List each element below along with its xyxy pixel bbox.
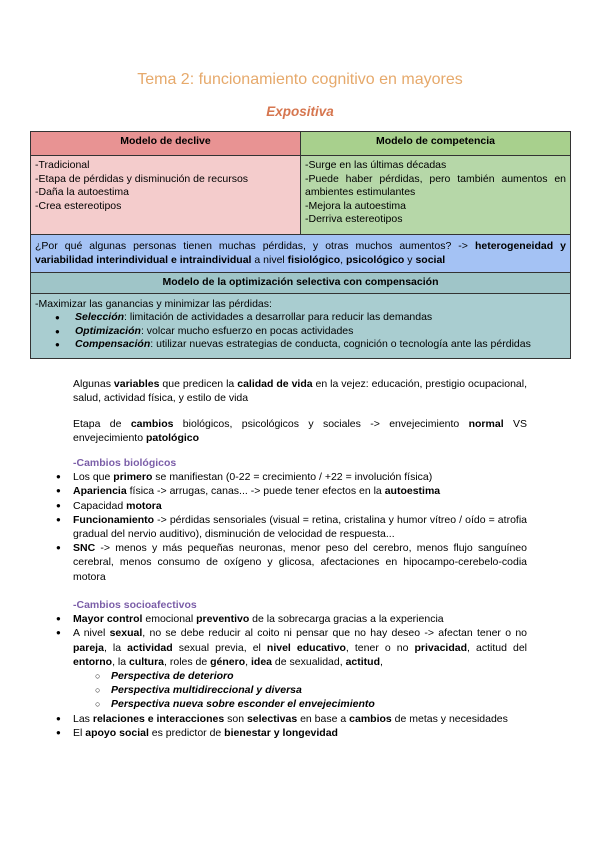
socioaffective-changes-list: [39, 612, 527, 740]
optimization-model-header: Modelo de la optimización selectiva con compensación: [31, 273, 571, 294]
list-item: ● Las relaciones e interacciones son selectivas en base a cambios de metas y necesidades: [39, 712, 527, 726]
perspective-item: ○ Perspectiva de deterioro: [39, 669, 527, 683]
models-table: [30, 131, 571, 359]
optimization-item: [35, 338, 566, 352]
list-item: ● Apariencia física -> arrugas, canas... -> puede tener efectos en la autoestima: [39, 484, 527, 498]
document-title: Tema 2: funcionamiento cognitivo en mayores: [137, 71, 463, 88]
decline-model-cell: [31, 156, 301, 235]
question-bold: psicológico: [346, 253, 405, 266]
question-text: y: [404, 253, 416, 266]
list-item: ● El apoyo social es predictor de bienestar y longevidad: [39, 726, 527, 740]
optimization-intro: -Maximizar las ganancias y minimizar las pérdidas:: [35, 297, 272, 310]
list-item: ● Capacidad motora: [39, 499, 527, 513]
decline-model-header: Modelo de declive: [31, 132, 301, 156]
list-item: ● Los que primero se manifiestan (0-22 = crecimiento / +22 = involución física): [39, 470, 527, 484]
optimization-text: : volcar mucho esfuerzo en pocas actividades: [140, 324, 354, 337]
biological-changes-heading: -Cambios biológicos: [73, 457, 177, 469]
perspectives-list: [39, 669, 527, 712]
question-bold: social: [415, 253, 446, 266]
stages-paragraph: Etapa de cambios biológicos, psicológicos y sociales -> envejecimiento normal VS envejecimiento patológico: [73, 418, 527, 445]
question-bold: heterogeneidad y variabilidad interindividual e intraindividual: [35, 240, 566, 266]
competence-item: -Mejora la autoestima: [305, 199, 406, 212]
competence-item: -Surge en las últimas décadas: [305, 159, 447, 171]
list-item: ● Mayor control emocional preventivo de la sobrecarga gracias a la experiencia: [39, 612, 527, 626]
question-bold: fisiológico: [287, 253, 341, 266]
question-text: a nivel: [251, 253, 288, 266]
list-item: ● SNC -> menos y más pequeñas neuronas, menor peso del cerebro, menos flujo sanguíneo cerebral, menos consumo de oxígeno y glicosa, afectaciones en hipocampo-cerebelo-codia motora: [39, 541, 527, 584]
socioaffective-changes-heading: -Cambios socioafectivos: [73, 599, 197, 611]
optimization-model-cell: [31, 293, 571, 358]
question-text: ¿Por qué algunas personas tienen muchas pérdidas, y otras muchos aumentos? ->: [35, 240, 475, 252]
optimization-term: Optimización: [75, 324, 141, 337]
question-text: ,: [340, 253, 346, 266]
decline-item: -Crea estereotipos: [35, 199, 122, 212]
perspective-item: ○ Perspectiva multidireccional y diversa: [39, 683, 527, 697]
competence-item: -Puede haber pérdidas, pero también aumentos en ambientes estimulantes: [305, 172, 566, 198]
decline-item: -Etapa de pérdidas y disminución de recursos: [35, 172, 249, 185]
perspective-item: ○ Perspectiva nueva sobre esconder el envejecimiento: [39, 697, 527, 711]
optimization-item: [35, 325, 566, 339]
biological-changes-list: [39, 470, 527, 584]
optimization-term: Compensación: [75, 338, 151, 350]
optimization-text: : utilizar nuevas estrategias de conducta, cognición o tecnología ante las pérdidas: [150, 338, 531, 350]
biological-changes-section: [73, 456, 527, 584]
optimization-term: Selección: [75, 311, 125, 323]
list-item: ● Funcionamiento -> pérdidas sensoriales (visual = retina, cristalina y humor vítreo / oído = atrofia gradual del nervio auditivo), disminución de velocidad de respuesta...: [39, 513, 527, 541]
socioaffective-changes-section: [73, 598, 527, 740]
optimization-item: [35, 311, 566, 325]
decline-item: -Daña la autoestima: [35, 186, 129, 198]
optimization-text: : limitación de actividades a desarrollar para reducir las demandas: [124, 311, 433, 323]
competence-model-header: Modelo de competencia: [301, 132, 571, 156]
competence-model-cell: [301, 156, 571, 235]
quality-of-life-paragraph: Algunas variables que predicen la calidad de vida en la vejez: educación, prestigio ocupacional, salud, actividad física, y estilo de vida: [73, 378, 528, 405]
document-subtitle: Expositiva: [266, 104, 334, 119]
competence-item: -Derriva estereotipos: [305, 213, 403, 225]
list-item: ● A nivel sexual, no se debe reducir al coito ni pensar que no hay deseo -> afectan tener o no pareja, la actividad sexual previa, el nivel educativo, tener o no privacidad, actitud del entorno, la cultura, roles de género, idea de sexualidad, actitud, ○ Perspectiva de deterioro ○ Perspectiva multidireccional y diversa ○ Perspectiva nueva sobre esconder el envejecimiento: [39, 626, 527, 711]
variability-question: [31, 235, 571, 273]
decline-item: -Tradicional: [35, 159, 90, 171]
